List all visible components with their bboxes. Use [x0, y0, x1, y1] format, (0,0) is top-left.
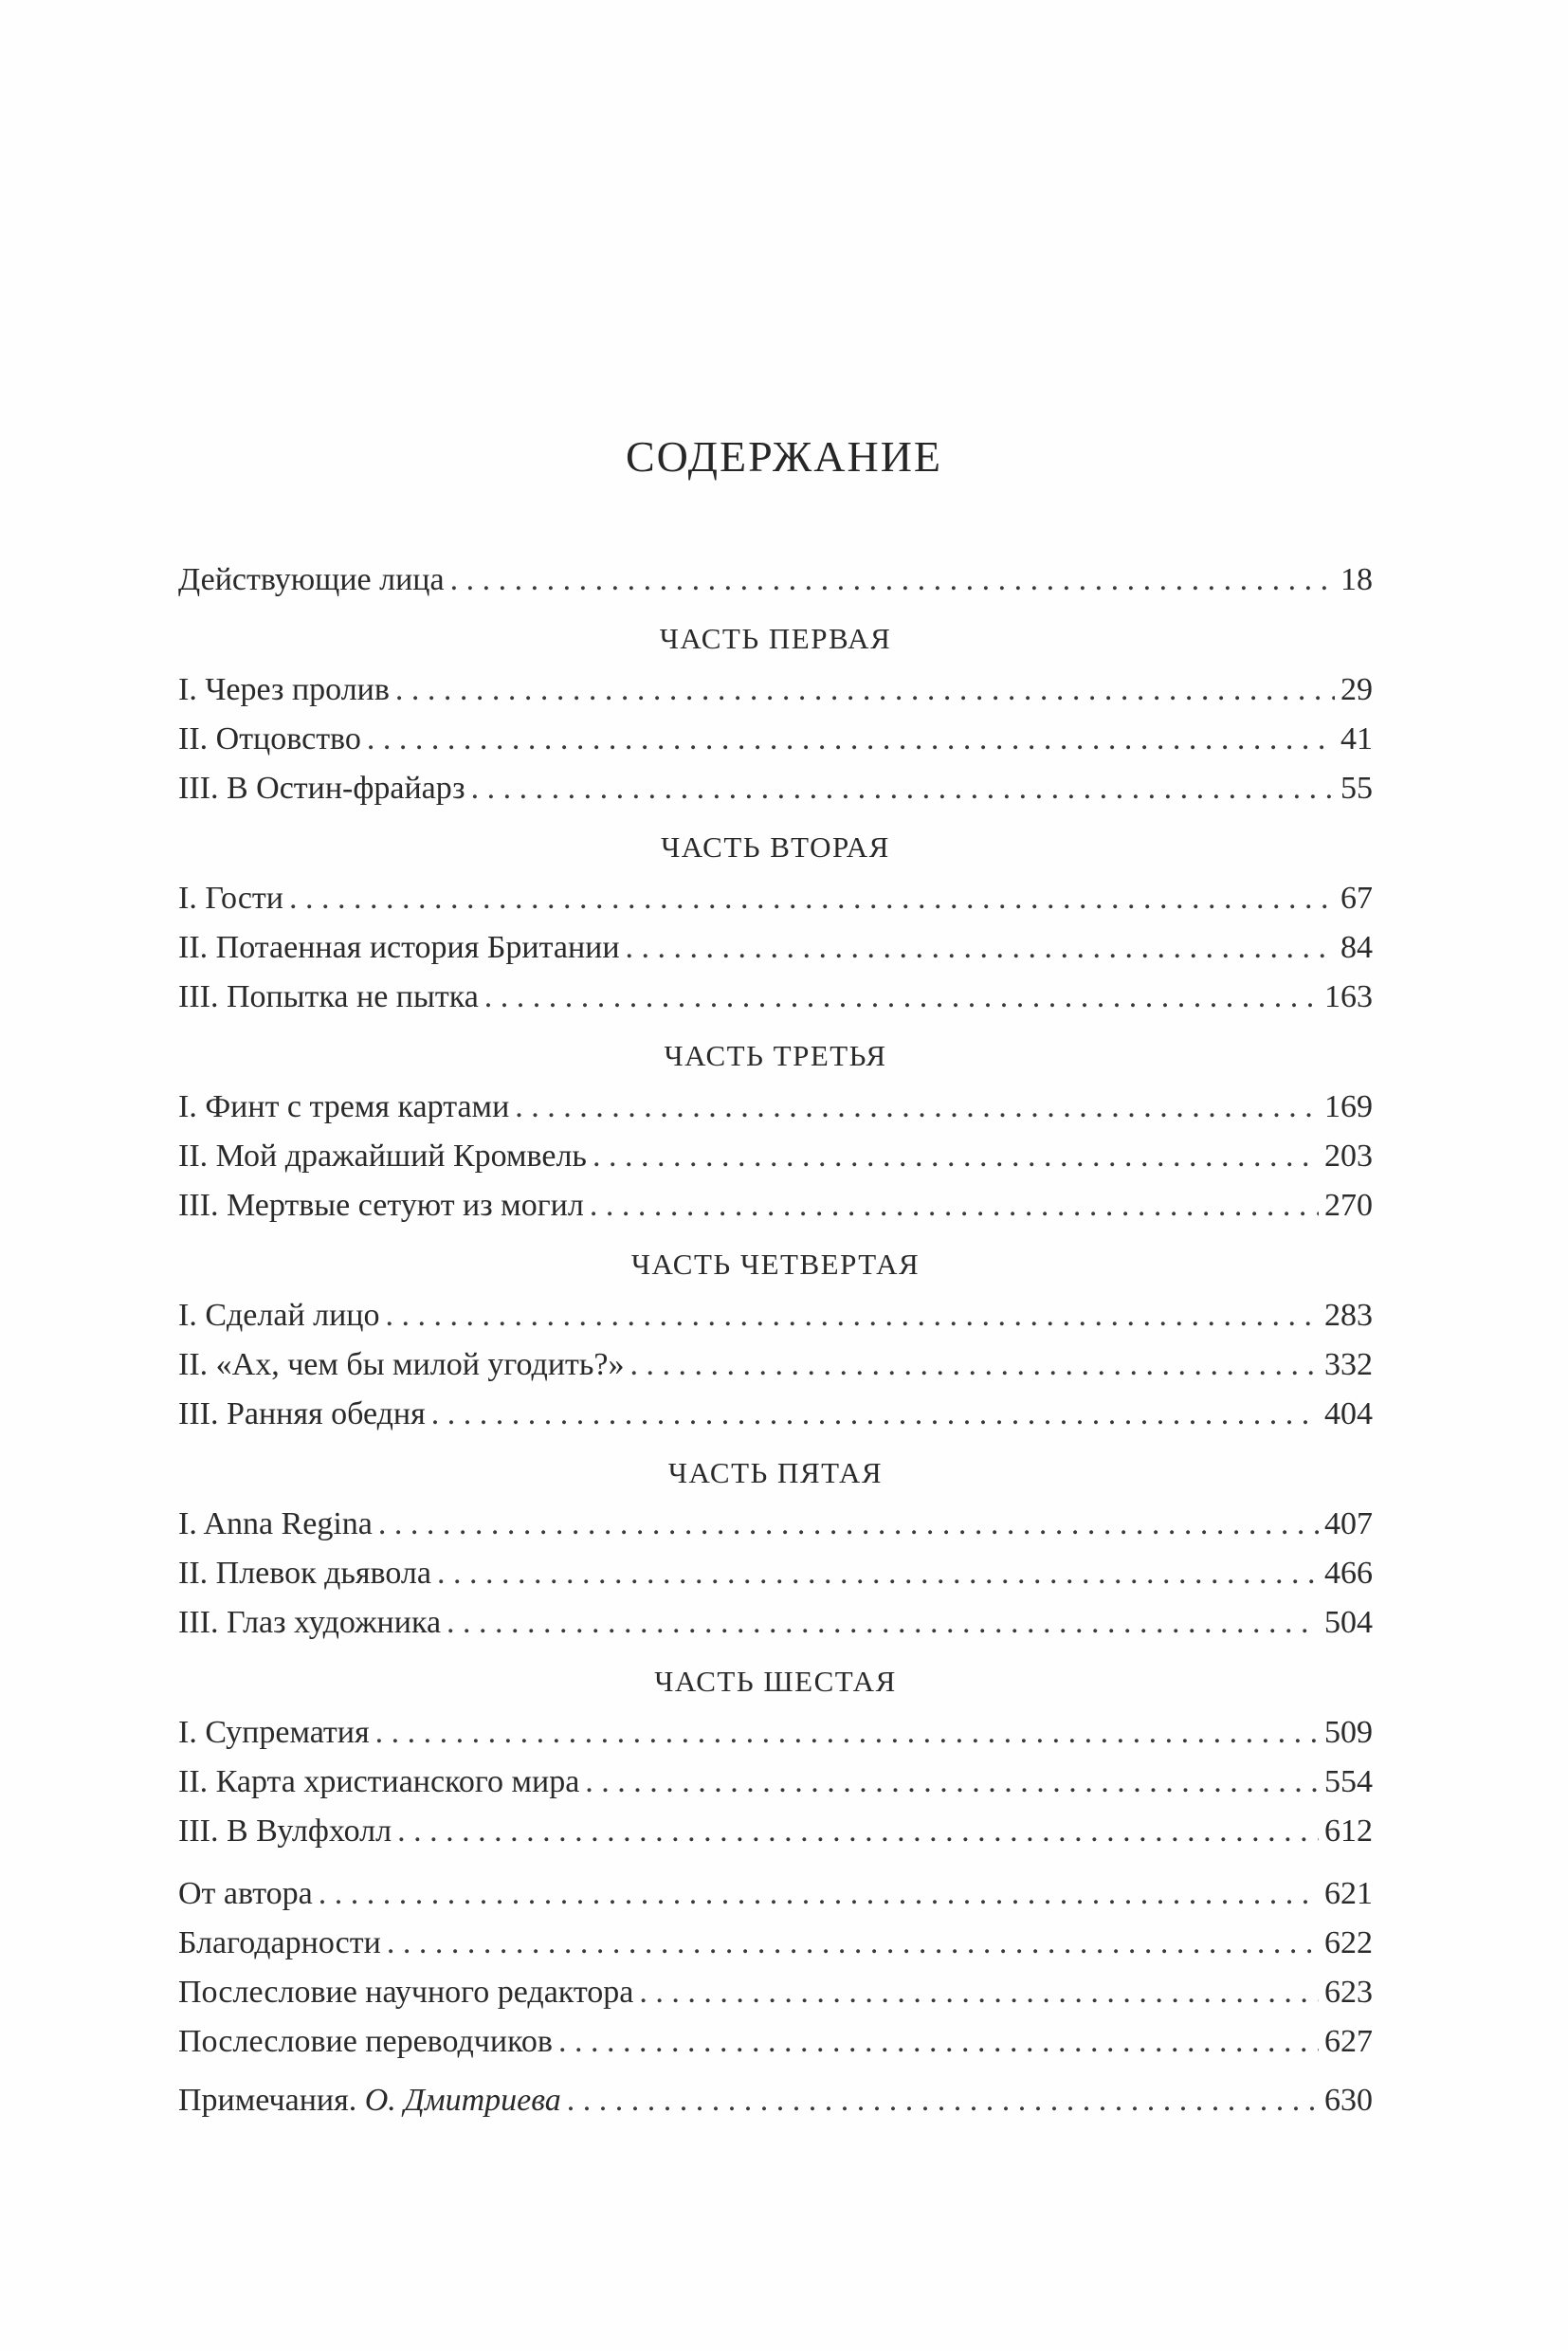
toc-entry-label: I. Сделай лицо [178, 1298, 380, 1333]
toc-entry[interactable] [178, 1500, 1373, 1549]
toc-entry-notes[interactable] [178, 2076, 1373, 2125]
toc-entry-back[interactable] [178, 1869, 1373, 1919]
toc-entry-label: Послесловие переводчиков [178, 2024, 553, 2059]
dot-leader [593, 1132, 1319, 1181]
toc-entry-page: 630 [1324, 2083, 1373, 2118]
toc-entry-label: Действующие лица [178, 562, 445, 597]
toc-entry-page: 169 [1324, 1089, 1373, 1124]
toc-entry-label: II. Карта христианского мира [178, 1764, 580, 1799]
toc-entry[interactable] [178, 1807, 1373, 1856]
toc-entry-page: 163 [1324, 979, 1373, 1014]
toc-entry-page: 621 [1324, 1876, 1373, 1911]
toc-entry-label: II. «Ах, чем бы милой угодить?» [178, 1347, 625, 1382]
toc-entry-label: III. В Остин-фрайарз [178, 771, 465, 806]
toc-entry[interactable] [178, 665, 1373, 715]
table-of-contents [178, 556, 1373, 2125]
dot-leader [447, 1598, 1319, 1648]
dot-leader [515, 1083, 1319, 1132]
toc-entry[interactable] [178, 1708, 1373, 1758]
toc-entry-page: 623 [1324, 1975, 1373, 2010]
toc-entry-label: I. Финт с тремя картами [178, 1089, 510, 1124]
toc-entry[interactable] [178, 1598, 1373, 1648]
toc-entry[interactable] [178, 1291, 1373, 1340]
toc-entry-label: I. Через пролив [178, 672, 390, 707]
notes-author: О. Дмитриева [364, 2083, 561, 2118]
toc-entry-page: 41 [1340, 721, 1373, 756]
dot-leader [585, 1758, 1319, 1807]
toc-entry[interactable] [178, 1132, 1373, 1181]
dot-leader [375, 1708, 1319, 1758]
dot-leader [378, 1500, 1319, 1549]
toc-entry-page: 332 [1324, 1347, 1373, 1382]
toc-entry-page: 466 [1324, 1556, 1373, 1591]
toc-entry-page: 622 [1324, 1925, 1373, 1960]
dot-leader [387, 1919, 1319, 1968]
toc-entry-page: 509 [1324, 1715, 1373, 1750]
toc-entry-label: От автора [178, 1876, 313, 1911]
toc-entry[interactable] [178, 1083, 1373, 1132]
toc-entry-label: III. Попытка не пытка [178, 979, 479, 1014]
dot-leader [395, 665, 1335, 715]
part-heading: ЧАСТЬ ПЯТАЯ [667, 1456, 884, 1489]
toc-entry[interactable] [178, 715, 1373, 764]
dot-leader [450, 556, 1335, 605]
toc-entry-label: Послесловие научного редактора [178, 1975, 634, 2010]
toc-entry-page: 18 [1340, 562, 1373, 597]
toc-entry[interactable] [178, 1181, 1373, 1230]
part-heading: ЧАСТЬ ВТОРАЯ [661, 830, 890, 864]
toc-entry-page: 407 [1324, 1506, 1373, 1541]
toc-entry-label: Благодарности [178, 1925, 381, 1960]
toc-entry-label: II. Плевок дьявола [178, 1556, 431, 1591]
toc-entry-page: 554 [1324, 1764, 1373, 1799]
toc-entry-page: 504 [1324, 1605, 1373, 1640]
part-heading: ЧАСТЬ ЧЕТВЕРТАЯ [630, 1248, 921, 1281]
toc-entry[interactable] [178, 1758, 1373, 1807]
part-heading: ЧАСТЬ ШЕСТАЯ [654, 1665, 897, 1698]
toc-entry[interactable] [178, 1390, 1373, 1439]
toc-entry-label [178, 2076, 561, 2125]
toc-entry-back[interactable] [178, 1968, 1373, 2017]
toc-entry-page: 29 [1340, 672, 1373, 707]
toc-entry-label: I. Гости [178, 881, 283, 916]
toc-entry-page: 612 [1324, 1813, 1373, 1849]
toc-entry[interactable] [178, 874, 1373, 923]
dot-leader [431, 1390, 1319, 1439]
toc-entry-page: 203 [1324, 1139, 1373, 1174]
toc-entry-back[interactable] [178, 1919, 1373, 1968]
notes-label: Примечания. [178, 2083, 357, 2118]
dot-leader [567, 2076, 1319, 2125]
toc-entry[interactable] [178, 1340, 1373, 1390]
toc-entry-back[interactable] [178, 2017, 1373, 2067]
part-heading: ЧАСТЬ ТРЕТЬЯ [664, 1039, 887, 1072]
toc-entry-page: 270 [1324, 1188, 1373, 1223]
dot-leader [367, 715, 1335, 764]
toc-entry-page: 67 [1340, 881, 1373, 916]
dot-leader [590, 1181, 1319, 1230]
page-title: СОДЕРЖАНИЕ [625, 432, 943, 481]
dot-leader [471, 764, 1335, 813]
toc-entry-page: 55 [1340, 771, 1373, 806]
toc-entry-label: II. Мой дражайший Кромвель [178, 1139, 587, 1174]
dot-leader [319, 1869, 1319, 1919]
part-heading: ЧАСТЬ ПЕРВАЯ [659, 622, 892, 655]
toc-entry-label: II. Потаенная история Британии [178, 930, 620, 965]
toc-entry-front[interactable] [178, 556, 1373, 605]
toc-entry-label: III. В Вулфхолл [178, 1813, 392, 1849]
dot-leader [639, 1968, 1319, 2017]
toc-entry[interactable] [178, 1549, 1373, 1598]
spacer [178, 2067, 1373, 2076]
dot-leader [558, 2017, 1319, 2067]
toc-entry-page: 283 [1324, 1298, 1373, 1333]
toc-entry[interactable] [178, 973, 1373, 1022]
toc-entry-page: 404 [1324, 1396, 1373, 1431]
toc-entry-label: I. Супрематия [178, 1715, 370, 1750]
dot-leader [397, 1807, 1319, 1856]
toc-entry-label: III. Ранняя обедня [178, 1396, 426, 1431]
dot-leader [289, 874, 1335, 923]
toc-entry-label: I. Anna Regina [178, 1506, 373, 1541]
toc-entry-page: 84 [1340, 930, 1373, 965]
toc-entry-label: III. Глаз художника [178, 1605, 442, 1640]
toc-entry[interactable] [178, 764, 1373, 813]
dot-leader [386, 1291, 1320, 1340]
dot-leader [626, 923, 1335, 973]
dot-leader [437, 1549, 1319, 1598]
toc-entry-page: 627 [1324, 2024, 1373, 2059]
dot-leader [630, 1340, 1320, 1390]
toc-entry-label: II. Отцовство [178, 721, 361, 756]
toc-entry[interactable] [178, 923, 1373, 973]
spacer [178, 1856, 1373, 1869]
dot-leader [484, 973, 1319, 1022]
toc-entry-label: III. Мертвые сетуют из могил [178, 1188, 584, 1223]
